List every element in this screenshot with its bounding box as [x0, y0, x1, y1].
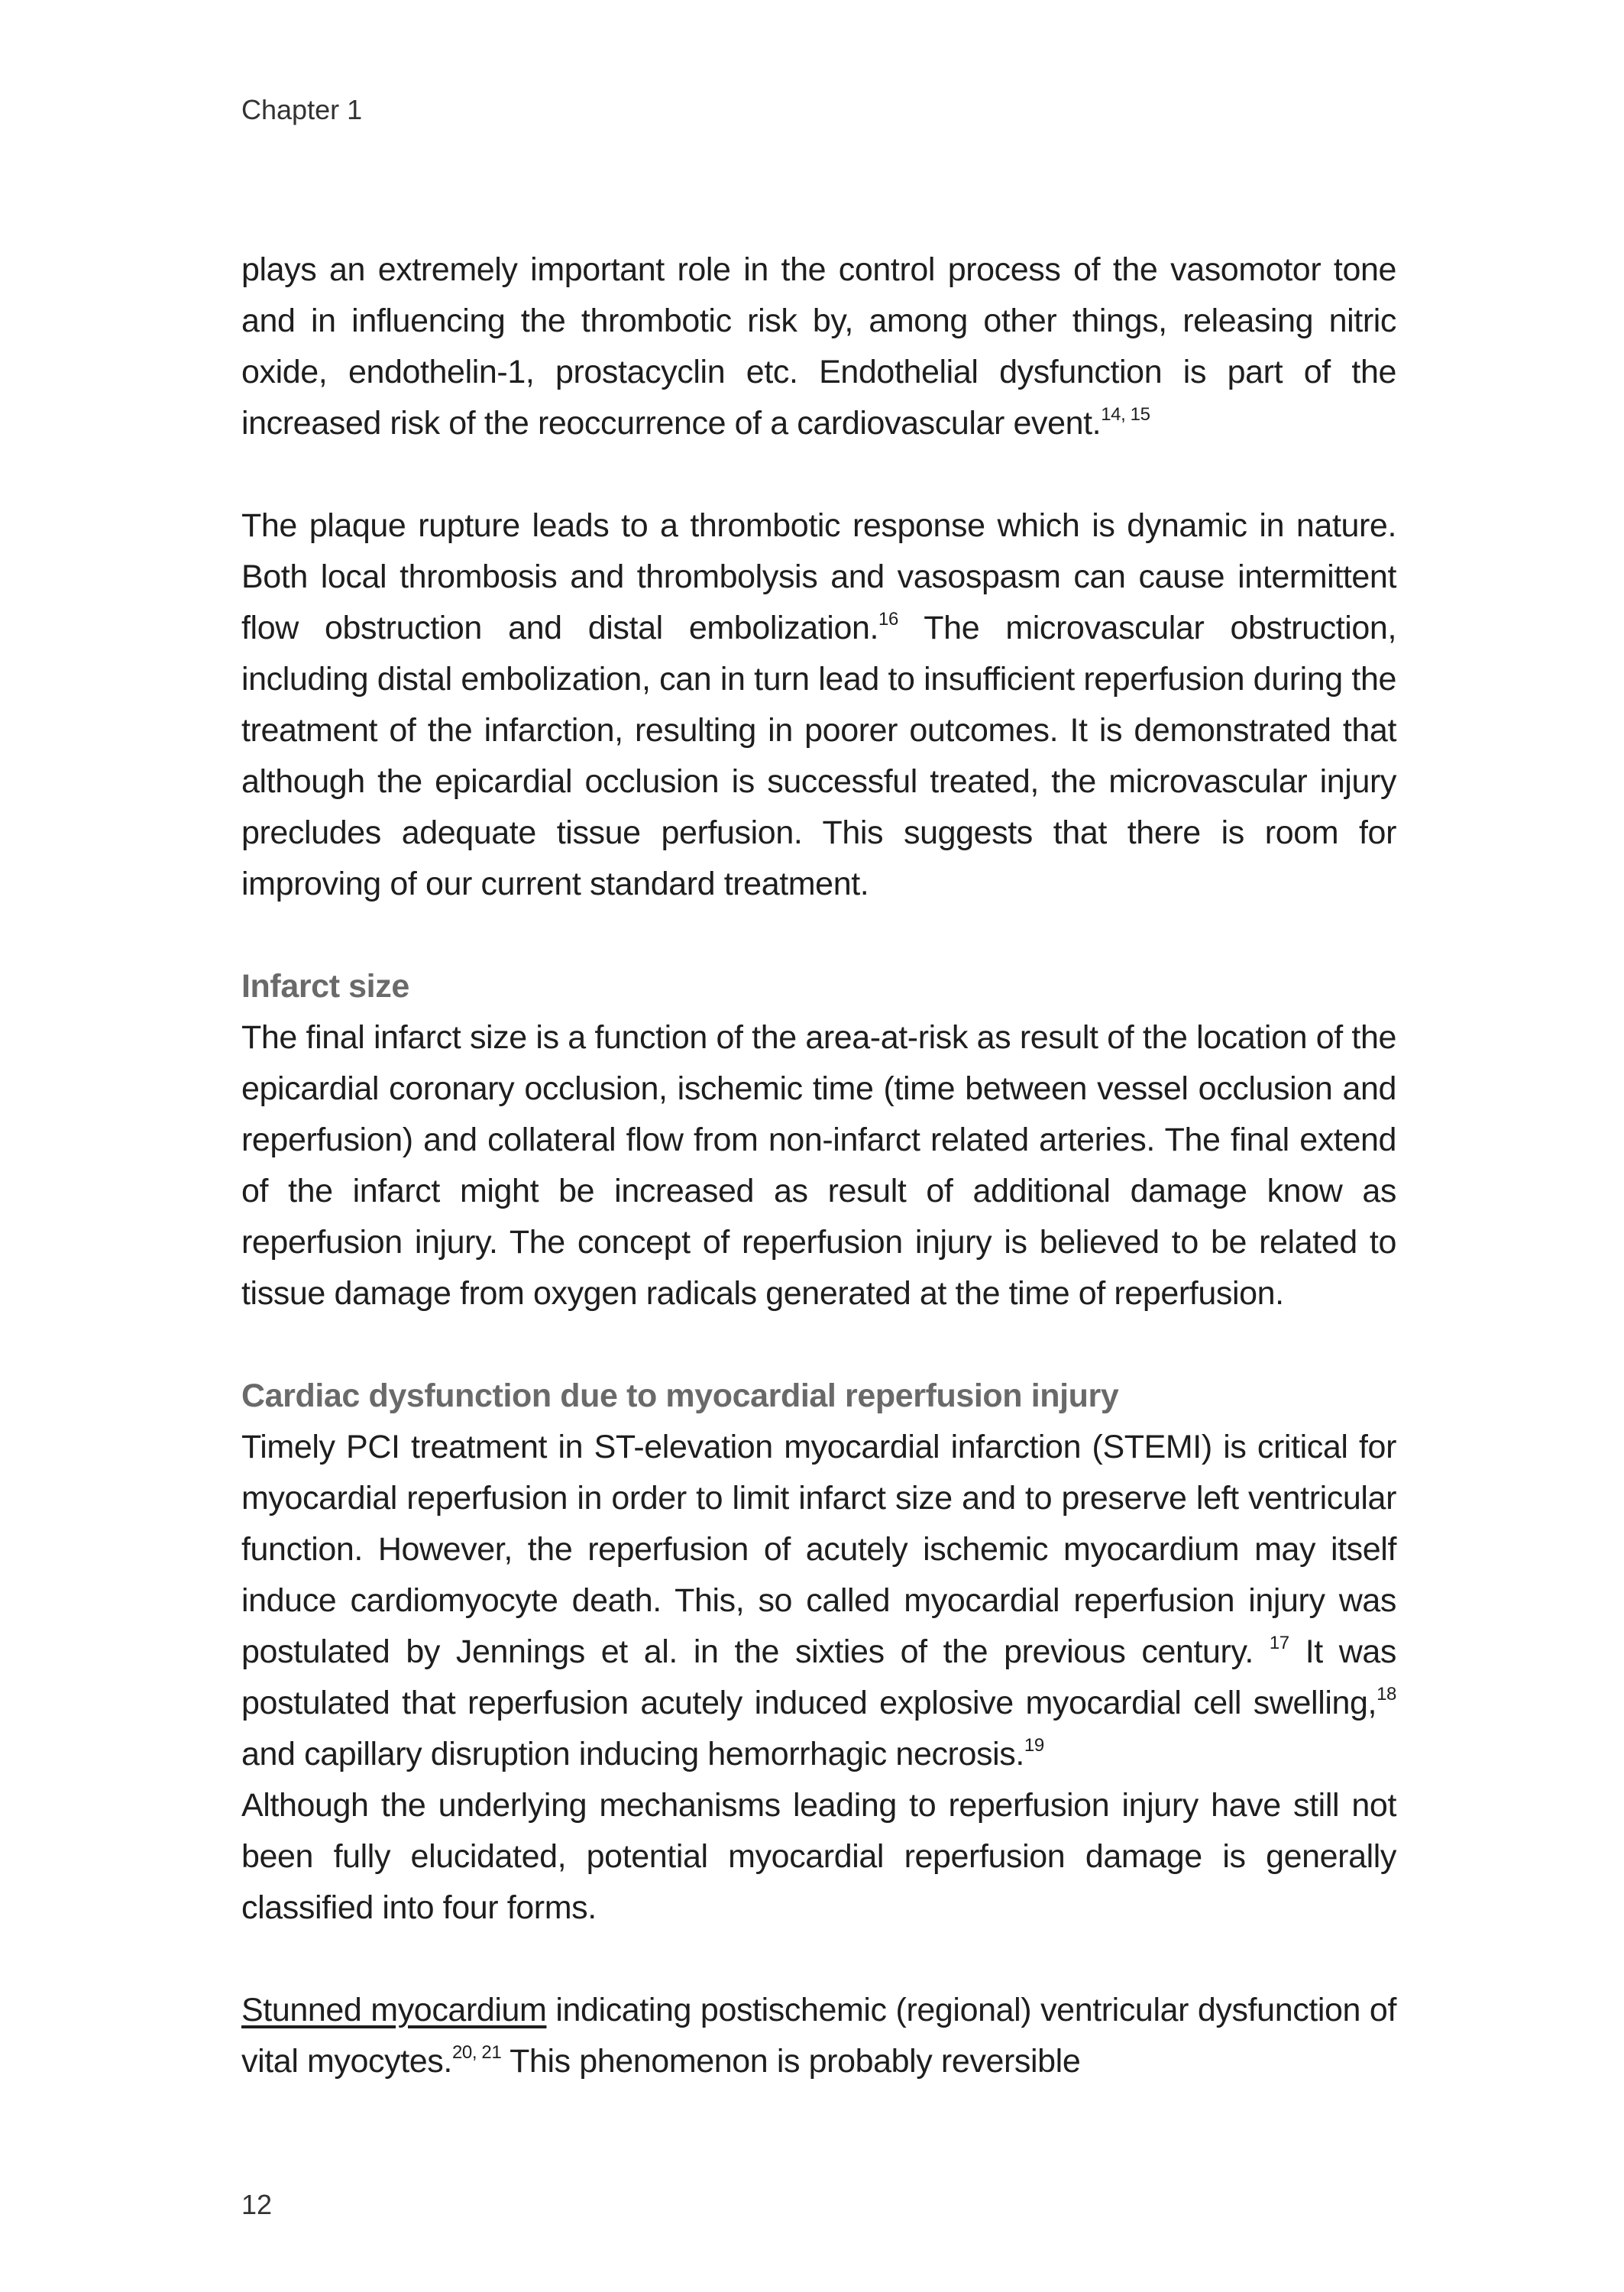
citation-ref: 19 — [1024, 1735, 1044, 1756]
citation-ref: 16 — [878, 609, 898, 630]
paragraph-text: indicating postischemic (regional) ventricular dysfunction of vital myocytes. — [241, 1992, 1396, 2080]
citation-ref: 20, 21 — [451, 2042, 502, 2063]
paragraph-text: The microvascular obstruction, including distal embolization, can in turn lead to insufficient reperfusion during the treatment of the infarction, resulting in poorer outcomes. It is demonstrated that although the epicardial occlusion is successful treated, the microvascular injury precludes adequate tissue perfusion. This suggests that there is room for improving of our current standard treatment. — [241, 610, 1396, 902]
paragraph-text: plays an extremely important role in the control process of the vasomotor tone and in influencing the thrombotic risk by, among other things, releasing nitric oxide, endothelin-1, prostacyclin etc. Endothelial dysfunction is part of the increased risk of the reoccurrence of a cardiovascular event. — [241, 251, 1396, 442]
paragraph-text: and capillary disruption inducing hemorrhagic necrosis. — [241, 1736, 1024, 1772]
running-header: Chapter 1 — [241, 94, 363, 125]
heading-cardiac-dysfunction: Cardiac dysfunction due to myocardial reperfusion injury — [241, 1377, 1119, 1414]
paragraph-endothelial-function — [241, 244, 1396, 449]
paragraph-spacer — [241, 449, 1396, 500]
page-number: 12 — [241, 2189, 273, 2220]
paragraph-text: This phenomenon is probably reversible — [501, 2043, 1081, 2080]
citation-ref: 17 — [1269, 1633, 1289, 1653]
paragraph-text: Timely PCI treatment in ST-elevation myocardial infarction (STEMI) is critical for myocardial reperfusion in order to limit infarct size and to preserve left ventricular function. However, the reperfusion of acutely ischemic myocardium may itself induce cardiomyocyte death. This, so called myocardial reperfusion injury was postulated by Jennings et al. in the sixties of the previous century. — [241, 1429, 1396, 1670]
paragraph-spacer — [241, 910, 1396, 961]
paragraph-plaque-rupture — [241, 500, 1396, 910]
paragraph-text: The plaque rupture leads to a thrombotic response which is dynamic in nature. Both local thrombosis and thrombolysis and vasospasm can cause intermittent flow obstruction and distal embolization. — [241, 507, 1396, 646]
paragraph-text: Although the underlying mechanisms leading to reperfusion injury have still not been fully elucidated, potential myocardial reperfusion damage is generally classified into four forms. — [241, 1787, 1396, 1926]
body-text — [241, 244, 1396, 2087]
citation-ref: 14, 15 — [1101, 404, 1150, 425]
term-stunned-myocardium: Stunned myocardium — [241, 1992, 547, 2028]
citation-ref: 18 — [1377, 1684, 1396, 1704]
paragraph-text: It was postulated that reperfusion acutely induced explosive myocardial cell swelling, — [241, 1633, 1396, 1721]
paragraph-stunned-myocardium — [241, 1985, 1396, 2087]
paragraph-text: The final infarct size is a function of the area-at-risk as result of the location of the epicardial coronary occlusion, ischemic time (time between vessel occlusion and reperfusion) and collateral flow from non-infarct related arteries. The final extend of the infarct might be increased as result of additional damage know as reperfusion injury. The concept of reperfusion injury is believed to be related to tissue damage from oxygen radicals generated at the time of reperfusion. — [241, 1019, 1396, 1312]
paragraph-mechanisms — [241, 1780, 1396, 1934]
paragraph-reperfusion-injury — [241, 1422, 1396, 1780]
paragraph-spacer — [241, 1319, 1396, 1371]
heading-infarct-size: Infarct size — [241, 968, 409, 1005]
paragraph-infarct-size — [241, 1012, 1396, 1319]
paragraph-spacer — [241, 1934, 1396, 1985]
